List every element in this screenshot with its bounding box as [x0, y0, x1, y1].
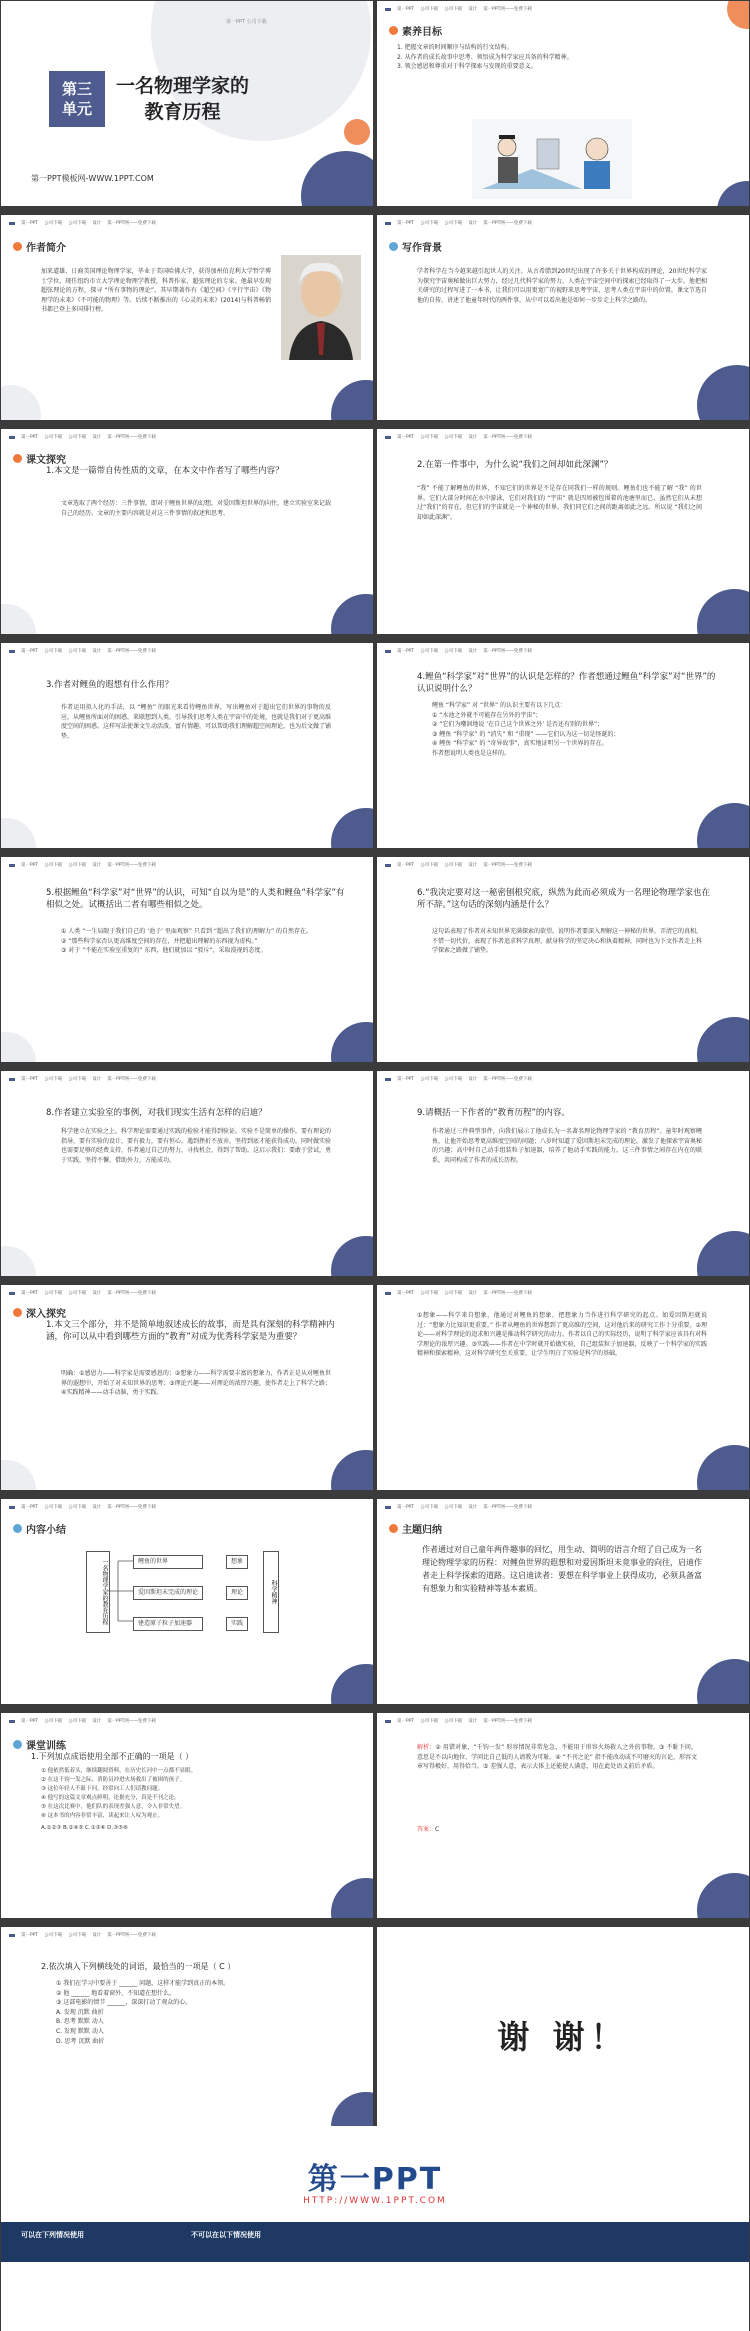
nav-bar: 第一PPT 公司下载 公司下载 设计 第一PPT网——免费下载	[9, 647, 156, 655]
decor-circle	[1, 1032, 36, 1062]
answer-text: 文章选取了两个经历：三件事情，即对于鲤鱼世界的幻想，对爱因斯坦世界的向往，建立实验室来记载自己的经历。文章的主要内容就是对这三件事情的叙述和思考。	[61, 500, 332, 517]
decor-circle	[697, 1017, 749, 1062]
option-list: ① 他依然低着头，继续翻阅资料，在历史长河中一点都不显眼。 ② 在这千钧一发之际，消防员冲进火场救出了被困的孩子。 ③ 这位年轻人不耻下问，经常向工人们请教问题。 ④ 他写的这篇文章观点鲜明，论据充分，真是不刊之论。 ⑤ 在这次比赛中，他们队的表现差强人意，令人非常失望。 ⑥ 这本书的内容非常丰富，读起来让人叹为观止。 A.①②③ B.②④⑤ C.①③⑥ D.③⑤⑥	[41, 1768, 197, 1831]
author-text: 加来道雄，日裔美国理论物理学家，毕业于美国哈佛大学，获得加州伯克利大学哲学博士学位，现任纽约市立大学理论物理学教授，科普作家，超弦理论的专家。他最早发现超弦理论的方程，探寻 “所有事物的理论”，其早期著作有《超空间》《平行宇宙》《物理学的未来》《不可能的物理》等。后续不断推出的《心灵的未来》(2014)与科普畅销书都已登上多国排行榜。	[41, 268, 271, 314]
slide-explore-1[interactable]	[1, 429, 373, 634]
section-title: 课文探究	[13, 451, 66, 466]
author-photo	[281, 255, 361, 360]
slide-explore-6[interactable]	[377, 857, 749, 1062]
slide-practice-2[interactable]	[1, 1927, 373, 2132]
slide-explore-2[interactable]	[377, 429, 749, 634]
summary-spirit: 科学精神	[263, 1551, 279, 1633]
slide-thanks[interactable]	[377, 1927, 749, 2132]
slide-explore-3[interactable]	[1, 643, 373, 848]
slide-header: 第一PPT 公司下载	[226, 19, 267, 25]
decor-circle	[1, 1246, 36, 1276]
answer-text: 作者通过三件典型事件，向我们展示了他成长为一名著名理论物理学家的 “教育历程”。童年时观察鲤鱼，让他开始思考更高维度空间的问题；八岁时知道了爱因斯坦未完成的理论，激发了他探索宇宙奥秘的兴趣；高中时自己动手组装粒子加速器，培养了他动手实践的能力。这三件事情之间存在内在的联系，共同构成了作者的成长历程。	[432, 1128, 703, 1164]
slide-theme[interactable]	[377, 1499, 749, 1704]
cover-title: 一名物理学家的 教育历程	[116, 75, 250, 123]
decor-circle	[727, 1, 749, 29]
nav-bar: 第一PPT 公司下载 公司下载 设计 第一PPT网——免费下载	[385, 1503, 532, 1511]
slide-explore-9[interactable]	[377, 1071, 749, 1276]
decor-circle	[331, 1664, 373, 1704]
decor-circle	[697, 1231, 749, 1276]
slide-explore-8[interactable]	[1, 1071, 373, 1276]
decor-circle	[1, 818, 36, 848]
footer-url: HTTP://WWW.1PPT.COM	[303, 2196, 447, 2206]
decor-circle	[697, 1873, 749, 1918]
footer-panel	[1, 2126, 749, 2331]
section-title: 内容小结	[13, 1521, 66, 1536]
decor-circle	[1, 604, 36, 634]
nav-bar: 第一PPT 公司下载 公司下载 设计 第一PPT网——免费下载	[9, 1289, 156, 1297]
footer-left-title: 可以在下列情况使用	[21, 2231, 84, 2239]
decor-circle	[301, 151, 373, 206]
decor-circle	[697, 1445, 749, 1490]
section-title: 深入探究	[13, 1305, 66, 1320]
nav-bar: 第一PPT 公司下载 公司下载 设计 第一PPT网——免费下载	[385, 1075, 532, 1083]
answer-list: ① 人类 “一生局限于我们自己的 ‘池子’ 里面观察” 只看到 “超出了我们的理解力” 的自然存在。 ② “那些科学家否认更高维度空间的存在，并把超出理解的东西视为虚构。” ③ 对于 “不能在实验室重复的” 东西，他们就加以 “驳斥”，采取漠视的态度。	[61, 928, 312, 955]
summary-root: 一名物理学家的教育历程	[86, 1551, 110, 1633]
question: 8.作者建立实验室的事例，对我们现实生活有怎样的启迪？	[46, 1108, 267, 1118]
summary-qualities: 想象 理论 实践	[226, 1555, 248, 1631]
slide-summary[interactable]	[1, 1499, 373, 1704]
slide-explore-4[interactable]	[377, 643, 749, 848]
cartoon-illustration	[472, 119, 632, 199]
footer-logo: 第一PPT	[307, 2162, 443, 2197]
section-title: 课堂训练	[13, 1737, 66, 1752]
question: 4.鲤鱼“科学家”对“世界”的认识是怎样的？作者想通过鲤鱼“科学家”对“世界”的认识说明什么？	[417, 672, 716, 694]
unit-badge: 第三 单元	[49, 71, 105, 127]
nav-bar: 第一PPT 公司下载 公司下载 设计 第一PPT网——免费下载	[9, 1931, 156, 1939]
slide-author[interactable]	[1, 215, 373, 420]
question: 1.下列加点成语使用全部不正确的一项是（ ）	[31, 1752, 194, 1761]
decor-circle	[331, 1450, 373, 1490]
question: 1.本文三个部分，并不是简单地叙述成长的故事，而是具有深刻的科学精神内涵，你可以从中看到哪些方面的“教育”对成为优秀科学家是为重要？	[46, 1320, 335, 1342]
background-text: 学者科学在当今越来越引起世人的关注。从古希腊到20世纪出现了许多关于世界构成的理论，20世纪科学家为探究宇宙奥秘做出巨大努力，经过几代科学家的努力，人类在宇宙空间中的探索已经取得了一大步。他把相关研究的过程写进了一本书，让我们可以用更宽广的视野来思考宇宙，思考人类在宇宙中的位置。课文节选自他的自传，讲述了他童年时代的两件事，从中可以看出他是如何一步步走上科学之路的。	[417, 268, 707, 304]
decor-circle	[331, 1878, 373, 1918]
analysis-text: 解析：② 用错对象，“千钧一发” 形容情况非常危急，不能用于形容火场救人之外的事物。③ 不耻下问，意思是不以向地位、学问比自己低的人请教为可耻。④ “不刊之论” 指不能改动或不可磨灭的言论，形容文章写得极好，用得恰当。⑤ 差强人意，表示大体上还能使人满意，用在此处语义前后矛盾。	[417, 1744, 697, 1771]
decor-circle	[331, 1236, 373, 1276]
nav-bar: 第一PPT 公司下载 公司下载 设计 第一PPT网——免费下载	[385, 433, 532, 441]
footer-band	[1, 2222, 749, 2262]
answer-text: 明确：①感恩力——科学家是需要感恩的；②想象力——科学需要丰富的想象力，作者正是从对鲤鱼世界的遐想中，开始了对未知世界的思考；③理论兴趣——对理论的浓厚兴趣，使作者走上了科学之路；④实践精神——动手动脑，勇于实践。	[61, 1370, 331, 1397]
answer-text: 这句话表现了作者对未知世界充满探索的欲望。说明作者要深入理解这一神秘的世界，弄清它的真相，不惜一切代价，表现了作者追求科学真理、献身科学的坚定决心和执着精神，同时也为下文作者走上科学探索之路做了铺垫。	[432, 928, 703, 955]
option-list: ① 我们在学习中要善于 ______ 问题，这样才能学到真正的本领。 ② 他 ______ 地看着窗外，不知道在想什么。 ③ 这部电影的情节 ______，深深打动了观众的心。 A. 发现 沉默 曲折 B. 思考 默默 动人 C. 发现 默默 动人 D. 思考 沉默 曲折	[56, 1980, 230, 2045]
question: 3.作者对鲤鱼的遐想有什么作用？	[46, 680, 174, 690]
answer-text: 作者运用拟人化的手法，以 “鲤鱼” 的眼光来看待鲤鱼世界，写出鲤鱼对于超出它们世界的事物的反应，从鲤鱼所面对的困惑，来联想到人类，引导我们思考人类在宇宙中的处境，也就是我们对于更高维度空间的困惑。这样写法使课文生动活泼、富有情趣，可以帮助我们理解超空间理论，也为后文做了铺垫。	[61, 704, 332, 740]
answer-text: ①想象——科学来自想象，他通过对鲤鱼的想象，把想象力当作进行科学研究的起点。如爱因斯坦就说过：“想象力比知识更重要。” 作者从鲤鱼的世界想到了更高维的空间，这对他后来的研究工作十分重要。②理论——对科学理论的追求和兴趣是推动科学研究的动力。作者以自己的实际经历，说明了科学家应该具有对科学理论的浓厚兴趣。③实践——作者在中学时就开始做实验，自己组装粒子加速器，反映了一个科学家的实践精神和探索精神，这对科学研究至关重要，让学生明白了实验是科学的基础。	[417, 1312, 707, 1358]
section-title: 作者简介	[13, 239, 66, 254]
slide-background[interactable]	[377, 215, 749, 420]
theme-text: 作者通过对自己童年两件趣事的回忆，用生动、简明的语言介绍了自己成为一名理论物理学家的历程：对鲤鱼世界的遐想和对爱因斯坦未竟事业的向往，启迪作者走上科学探索的道路。这启迪读者：要想在科学事业上获得成功，必须具备富有想象力和实验精神等基本素质。	[422, 1545, 702, 1593]
decor-circle	[697, 365, 749, 420]
decor-circle	[697, 803, 749, 848]
answer-text: “我” 不能了解鲤鱼的世界，不知它们的世界是不是存在同我们一样的规则。鲤鱼们也不能了解 “我” 的世界。它们大部分时间在水中游泳，它们对我们的 “宇宙” 就是四周被包围着的池塘里而已，虽然它们从未想过“我们”的存在，但它们的宇宙就是一个神秘的世界。我们同它们之间的距离如此之远。所以说 “我们之间却如此深渊”。	[417, 485, 702, 521]
decor-circle	[344, 119, 370, 145]
question: 2.在第一件事中，为什么说“我们之间却如此深渊”？	[417, 460, 613, 470]
question: 9.请概括一下作者的“教育历程”的内容。	[417, 1108, 570, 1118]
decor-circle	[1, 385, 41, 420]
thanks-text: 谢 谢！	[497, 2018, 629, 2056]
nav-bar: 第一PPT 公司下载 公司下载 设计 第一PPT网——免费下载	[9, 219, 156, 227]
nav-bar: 第一PPT 公司下载 公司下载 设计 第一PPT网——免费下载	[9, 1717, 156, 1725]
slide-deep-explore[interactable]	[1, 1285, 373, 1490]
question: 2.依次填入下列横线处的词语，最恰当的一项是（ C ）	[41, 1962, 236, 1971]
decor-circle	[331, 1022, 373, 1062]
decor-circle	[1, 1460, 36, 1490]
slide-goals[interactable]	[377, 1, 749, 206]
decor-circle	[697, 1659, 749, 1704]
slide-deep-answer[interactable]	[377, 1285, 749, 1490]
question: 1.本文是一篇带自传性质的文章，在本文中作者写了哪些内容？	[46, 466, 284, 476]
nav-bar: 第一PPT 公司下载 公司下载 设计 第一PPT网——免费下载	[385, 5, 532, 13]
footer-right-title: 不可以在以下情况使用	[191, 2231, 261, 2239]
section-title: 主题归纳	[389, 1521, 442, 1536]
goal-list: 1. 把握文章的时间顺序与结构的行文结构。 2. 从作者的成长故事中思考、领悟成为科学家应具备的科学精神。 3. 领会感恩和尊重对于科学探索与发现的重要意义。	[397, 44, 573, 71]
slide-explore-5[interactable]	[1, 857, 373, 1062]
slide-practice[interactable]	[1, 1713, 373, 1918]
summary-events: 鲤鱼的世界 爱因斯坦未完成的理论 建造原子粒子加速器	[133, 1555, 203, 1631]
nav-bar: 第一PPT 公司下载 公司下载 设计 第一PPT网——免费下载	[385, 647, 532, 655]
answer: 答案：C	[417, 1826, 440, 1833]
answer-text: 科学建立在实验之上，科学理论需要通过实践的检验才能得到验证。实验不是简单的操作，要有理论的指导，要有实验的设计，要有毅力，要有恒心，遇到挫折不放弃，坚持到底才能获得成功。同时做实验也需要足够的经费支持，作者通过自己的努力，寻找机会，得到了帮助。这启示我们：要敢于尝试，勇于实践，坚持不懈，借助外力，方能成功。	[61, 1128, 332, 1164]
nav-bar: 第一PPT 公司下载 公司下载 设计 第一PPT网——免费下载	[9, 1075, 156, 1083]
section-title: 写作背景	[389, 239, 442, 254]
decor-circle	[331, 380, 373, 420]
nav-bar: 第一PPT 公司下载 公司下载 设计 第一PPT网——免费下载	[385, 219, 532, 227]
nav-bar: 第一PPT 公司下载 公司下载 设计 第一PPT网——免费下载	[9, 433, 156, 441]
site-url: 第一PPT模板网-WWW.1PPT.COM	[31, 174, 154, 183]
nav-bar: 第一PPT 公司下载 公司下载 设计 第一PPT网——免费下载	[385, 1289, 532, 1297]
question: 6.“我决定要对这一秘密刨根究底，纵然为此而必须成为一名理论物理学家也在所不辞。”这句话的深刻内涵是什么？	[417, 888, 711, 910]
nav-bar: 第一PPT 公司下载 公司下载 设计 第一PPT网——免费下载	[9, 861, 156, 869]
nav-bar: 第一PPT 公司下载 公司下载 设计 第一PPT网——免费下载	[385, 861, 532, 869]
section-title: 素养目标	[389, 23, 442, 38]
answer-list: 鲤鱼 “科学家” 对 “世界” 的认识主要有以下几点： ① “水池之外就不可能存在另外的宇宙”； ② “它们为嘲讽地说 ‘在自己这个世界之外’ 是否还有别的世界”； ③ 鲤鱼 “科学家” 的 “消失” 和 “重现” ——它们认为这一切是怪诞的； ④ 鲤鱼 “科学家” 的 “奇异故事”，真实地证明另一个世界的存在。 作者想说明人类也是这样的。	[432, 702, 620, 757]
slide-cover[interactable]	[1, 1, 373, 206]
slide-analysis[interactable]	[377, 1713, 749, 1918]
decor-circle	[697, 589, 749, 634]
question: 5.根据鲤鱼“科学家”对“世界”的认识，可知“自以为是”的人类和鲤鱼“科学家”有相似之处。试概括出二者有哪些相似之处。	[46, 888, 345, 910]
nav-bar: 第一PPT 公司下载 公司下载 设计 第一PPT网——免费下载	[385, 1717, 532, 1725]
decor-circle	[331, 808, 373, 848]
decor-circle	[331, 594, 373, 634]
decor-circle	[717, 181, 749, 206]
nav-bar: 第一PPT 公司下载 公司下载 设计 第一PPT网——免费下载	[9, 1503, 156, 1511]
